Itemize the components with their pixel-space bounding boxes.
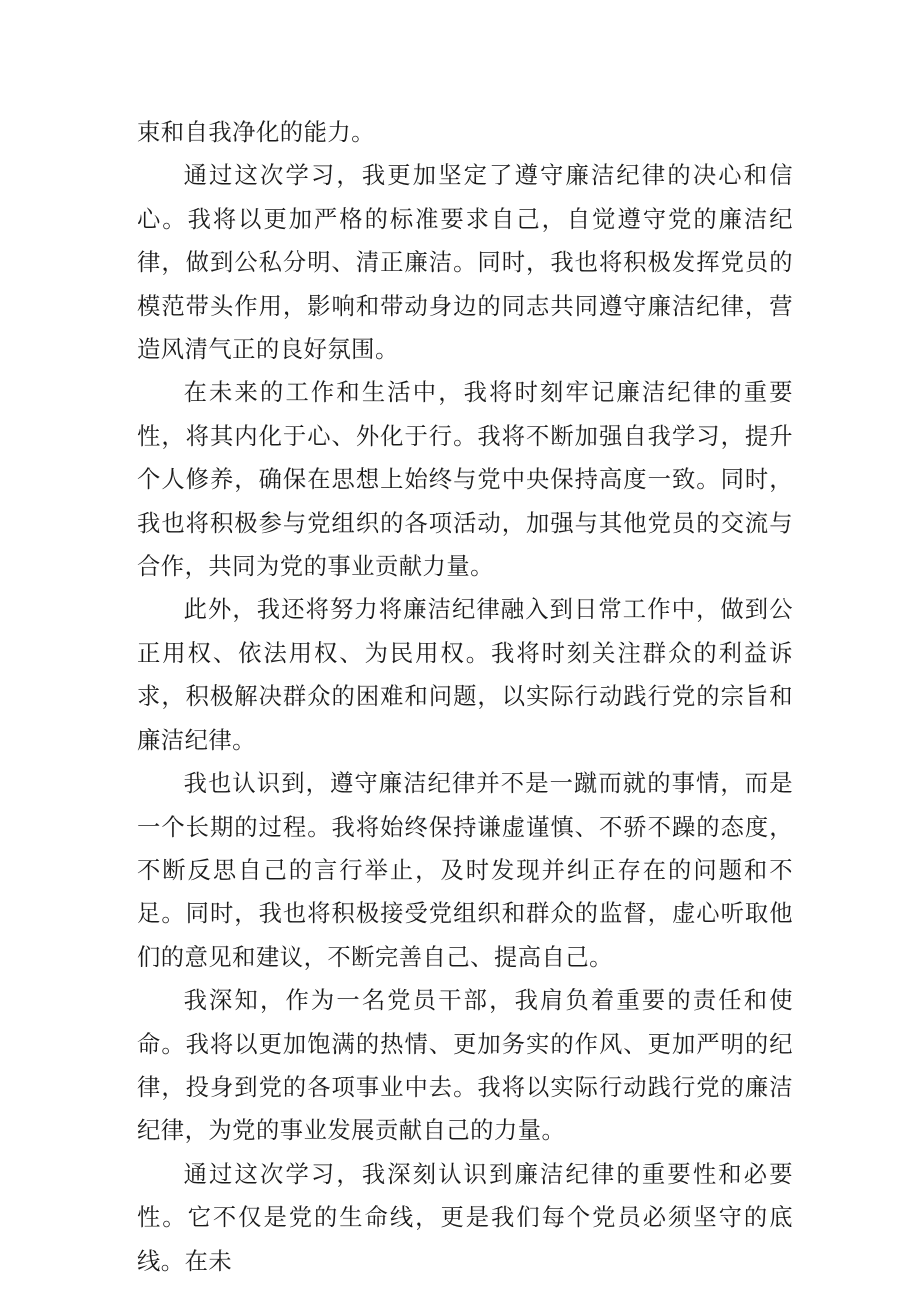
document-body [137, 111, 793, 1283]
paragraph: 我深知，作为一名党员干部，我肩负着重要的责任和使命。我将以更加饱满的热情、更加务实的作风、更加严明的纪律，投身到党的各项事业中去。我将以实际行动践行党的廉洁纪律，为党的事业发展贡献自己的力量。 [137, 987, 793, 1145]
paragraph: 在未来的工作和生活中，我将时刻牢记廉洁纪律的重要性，将其内化于心、外化于行。我将不断加强自我学习，提升个人修养，确保在思想上始终与党中央保持高度一致。同时，我也将积极参与党组织的各项活动，加强与其他党员的交流与合作，共同为党的事业贡献力量。 [137, 379, 793, 581]
paragraph: 此外，我还将努力将廉洁纪律融入到日常工作中，做到公正用权、依法用权、为民用权。我将时刻关注群众的利益诉求，积极解决群众的困难和问题，以实际行动践行党的宗旨和廉洁纪律。 [137, 596, 793, 754]
paragraph: 通过这次学习，我更加坚定了遵守廉洁纪律的决心和信心。我将以更加严格的标准要求自己，自觉遵守党的廉洁纪律，做到公私分明、清正廉洁。同时，我也将积极发挥党员的模范带头作用，影响和带动身边的同志共同遵守廉洁纪律，营造风清气正的良好氛围。 [137, 162, 793, 364]
paragraph-continuation: 束和自我净化的能力。 [137, 119, 375, 146]
paragraph: 通过这次学习，我深刻认识到廉洁纪律的重要性和必要性。它不仅是党的生命线，更是我们每个党员必须坚守的底线。在未 [137, 1160, 793, 1275]
paragraph: 我也认识到，遵守廉洁纪律并不是一蹴而就的事情，而是一个长期的过程。我将始终保持谦虚谨慎、不骄不躁的态度，不断反思自己的言行举止，及时发现并纠正存在的问题和不足。同时，我也将积极接受党组织和群众的监督，虚心听取他们的意见和建议，不断完善自己、提高自己。 [137, 770, 793, 971]
